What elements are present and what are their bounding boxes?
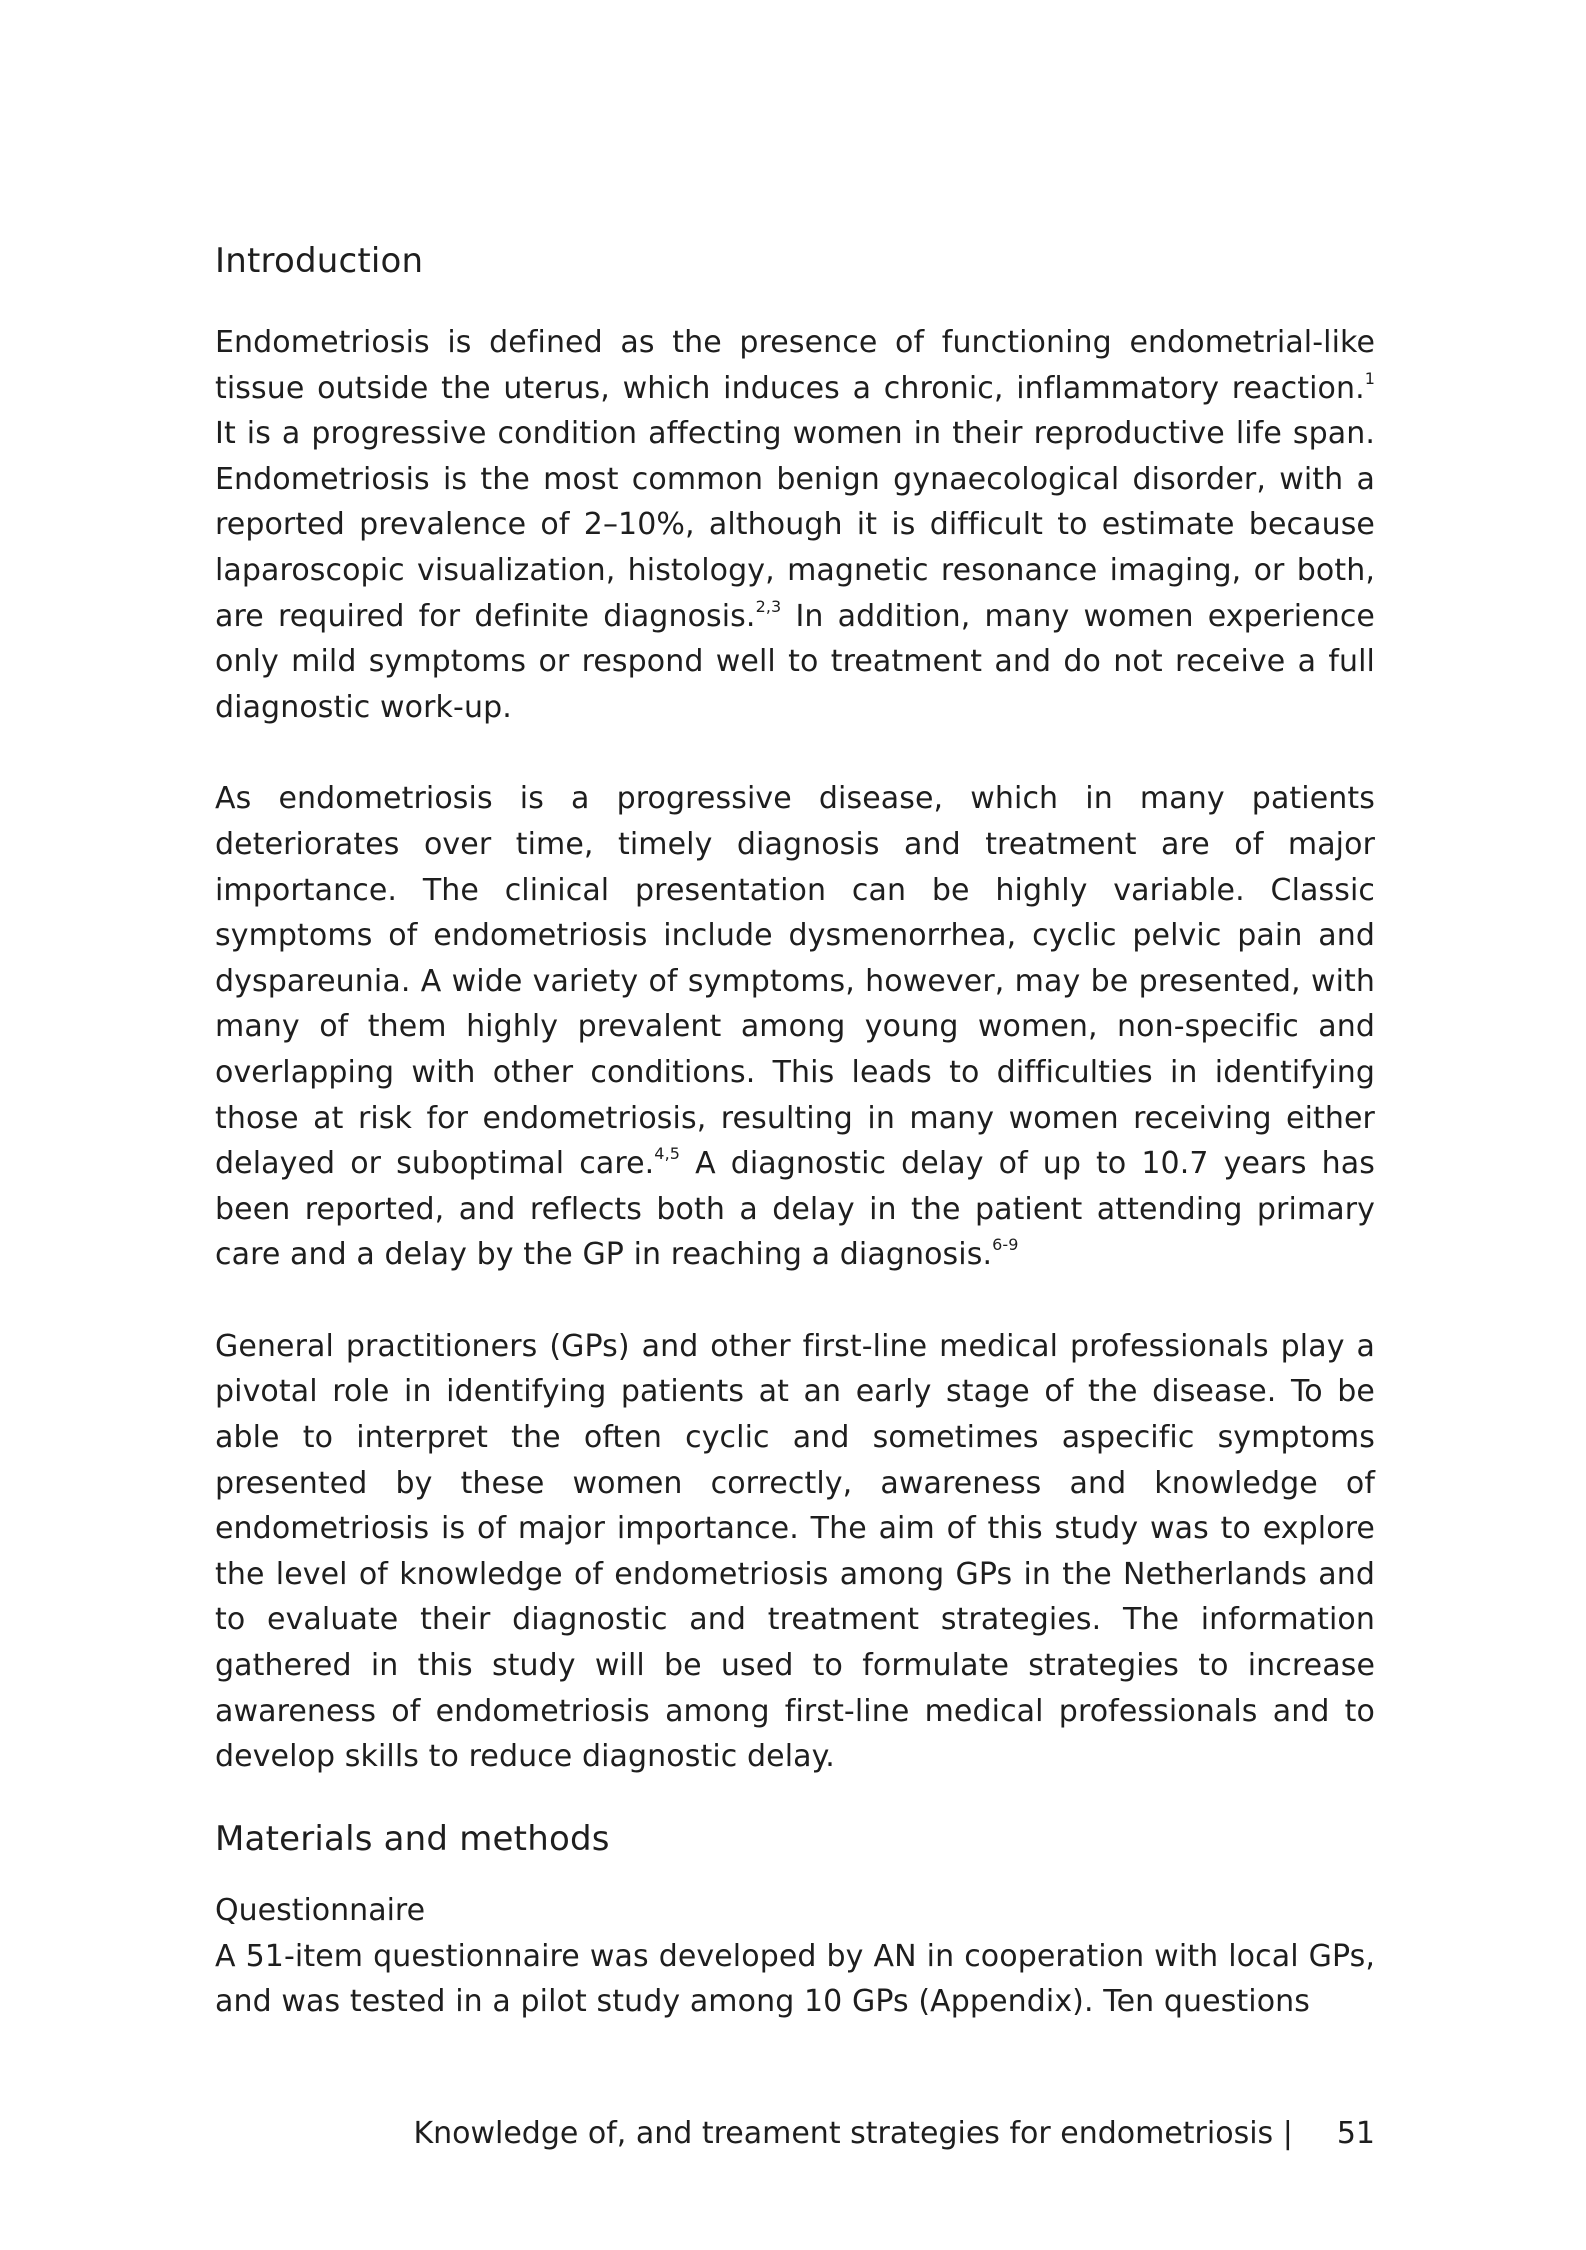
intro-paragraph-3: General practitioners (GPs) and other first-line medical professionals play a pivotal role in identifying patients at an early stage of the disease. To be able to interpret the often cyclic and sometimes aspecific symptoms presented by these women correctly, awareness and knowledge of endometriosis is of major importance. The aim of this study was to explore the level of knowledge of endometriosis among GPs in the Netherlands and to evaluate their diagnostic and treatment strategies. The information gathered in this study will be used to formulate strategies to increase awareness of endometriosis among first-line medical professionals and to develop skills to reduce diagnostic delay.	[215, 1328, 1375, 1775]
page-footer	[413, 2112, 1375, 2156]
page-number: 51	[1336, 2116, 1375, 2151]
running-title: Knowledge of, and treament strategies for endometriosis |	[413, 2116, 1293, 2151]
intro-p1-text-c: In addition, many women experience only mild symptoms or respond well to treatment and do not receive a full diagnostic work-up.	[215, 598, 1375, 725]
intro-p2-text-b: A diagnostic delay of up to 10.7 years has been reported, and reflects both a delay in the patient attending primary care and a delay by the GP in reaching a diagnosis.	[215, 1146, 1375, 1273]
intro-p1-text-b: It is a progressive condition affecting women in their reproductive life span. Endometriosis is the most common benign gynaecological disorder, with a reported prevalence of 2–10%, although it is difficult to estimate because laparoscopic visualization, histology, magnetic resonance imaging, or both, are required for definite diagnosis.	[215, 416, 1375, 634]
methods-paragraph-1: A 51-item questionnaire was developed by AN in cooperation with local GPs, and was tested in a pilot study among 10 GPs (Appendix). Ten questions	[215, 1938, 1375, 2020]
citation-superscript: 6-9	[992, 1235, 1019, 1255]
methods-heading: Materials and methods	[215, 1818, 610, 1859]
questionnaire-subheading: Questionnaire	[215, 1892, 426, 1928]
citation-superscript: 1	[1364, 368, 1375, 388]
intro-p1-text-a: Endometriosis is defined as the presence of functioning endometrial-like tissue outside the uterus, which induces a chronic, inflammatory reaction.	[215, 325, 1375, 406]
intro-paragraph-1	[215, 320, 1375, 730]
intro-paragraph-2	[215, 776, 1375, 1278]
citation-superscript: 2,3	[755, 596, 782, 616]
introduction-heading: Introduction	[215, 241, 424, 281]
page-body	[215, 232, 1375, 2025]
intro-p2-text-a: As endometriosis is a progressive disease, which in many patients deteriorates over time, timely diagnosis and treatment are of major importance. The clinical presentation can be highly variable. Classic symptoms of endometriosis include dysmenorrhea, cyclic pelvic pain and dyspareunia. A wide variety of symptoms, however, may be presented, with many of them highly prevalent among young women, non-specific and overlapping with other conditions. This leads to difficulties in identifying those at risk for endometriosis, resulting in many women receiving either delayed or suboptimal care.	[215, 781, 1375, 1182]
citation-superscript: 4,5	[654, 1144, 681, 1164]
